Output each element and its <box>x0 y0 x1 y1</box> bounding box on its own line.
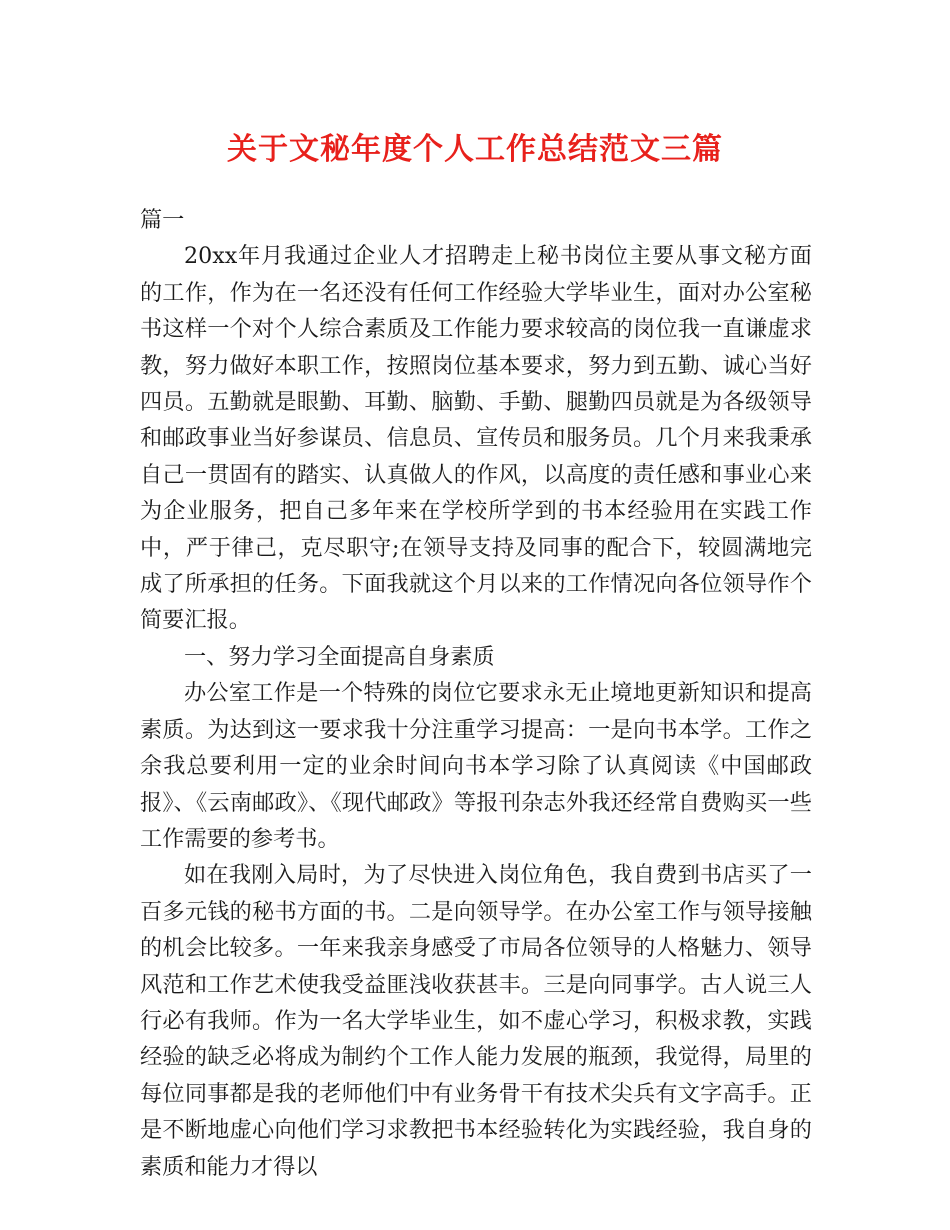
section-label: 篇一 <box>140 207 185 233</box>
document-title: 关于文秘年度个人工作总结范文三篇 <box>227 132 723 167</box>
paragraph-study: 办公室工作是一个特殊的岗位它要求永无止境地更新知识和提高素质。为达到这一要求我十分注重学习提高：一是向书本学。工作之余我总要利用一定的业余时间向书本学习除了认真阅读《中国邮政报》、《云南邮政》、《现代邮政》等报刊杂志外我还经常自费购买一些工作需要的参考书。 <box>140 680 812 852</box>
paragraph-intro: 20xx年月我通过企业人才招聘走上秘书岗位主要从事文秘方面的工作，作为在一名还没有任何工作经验大学毕业生，面对办公室秘书这样一个对个人综合素质及工作能力要求较高的岗位我一直谦虚求教，努力做好本职工作，按照岗位基本要求，努力到五勤、诚心当好四员。五勤就是眼勤、耳勤、脑勤、手勤、腿勤四员就是为各级领导和邮政事业当好参谋员、信息员、宣传员和服务员。几个月来我秉承自己一贯固有的踏实、认真做人的作风，以高度的责任感和事业心来为企业服务，把自己多年来在学校所学到的书本经验用在实践工作中，严于律己，克尽职守;在领导支持及同事的配合下，较圆满地完成了所承担的任务。下面我就这个月以来的工作情况向各位领导作个简要汇报。 <box>140 243 812 634</box>
section-heading: 一、努力学习全面提高自身素质 <box>184 643 495 670</box>
document-body <box>140 202 812 1185</box>
paragraph-learning: 如在我刚入局时，为了尽快进入岗位角色，我自费到书店买了一百多元钱的秘书方面的书。二是向领导学。在办公室工作与领导接触的机会比较多。一年来我亲身感受了市局各位领导的人格魅力、领导风范和工作艺术使我受益匪浅收获甚丰。三是向同事学。古人说三人行必有我师。作为一名大学毕业生，如不虚心学习，积极求教，实践经验的缺乏必将成为制约个工作人能力发展的瓶颈，我觉得，局里的每位同事都是我的老师他们中有业务骨干有技术尖兵有文字高手。正是不断地虚心向他们学习求教把书本经验转化为实践经验，我自身的素质和能力才得以 <box>140 862 812 1180</box>
